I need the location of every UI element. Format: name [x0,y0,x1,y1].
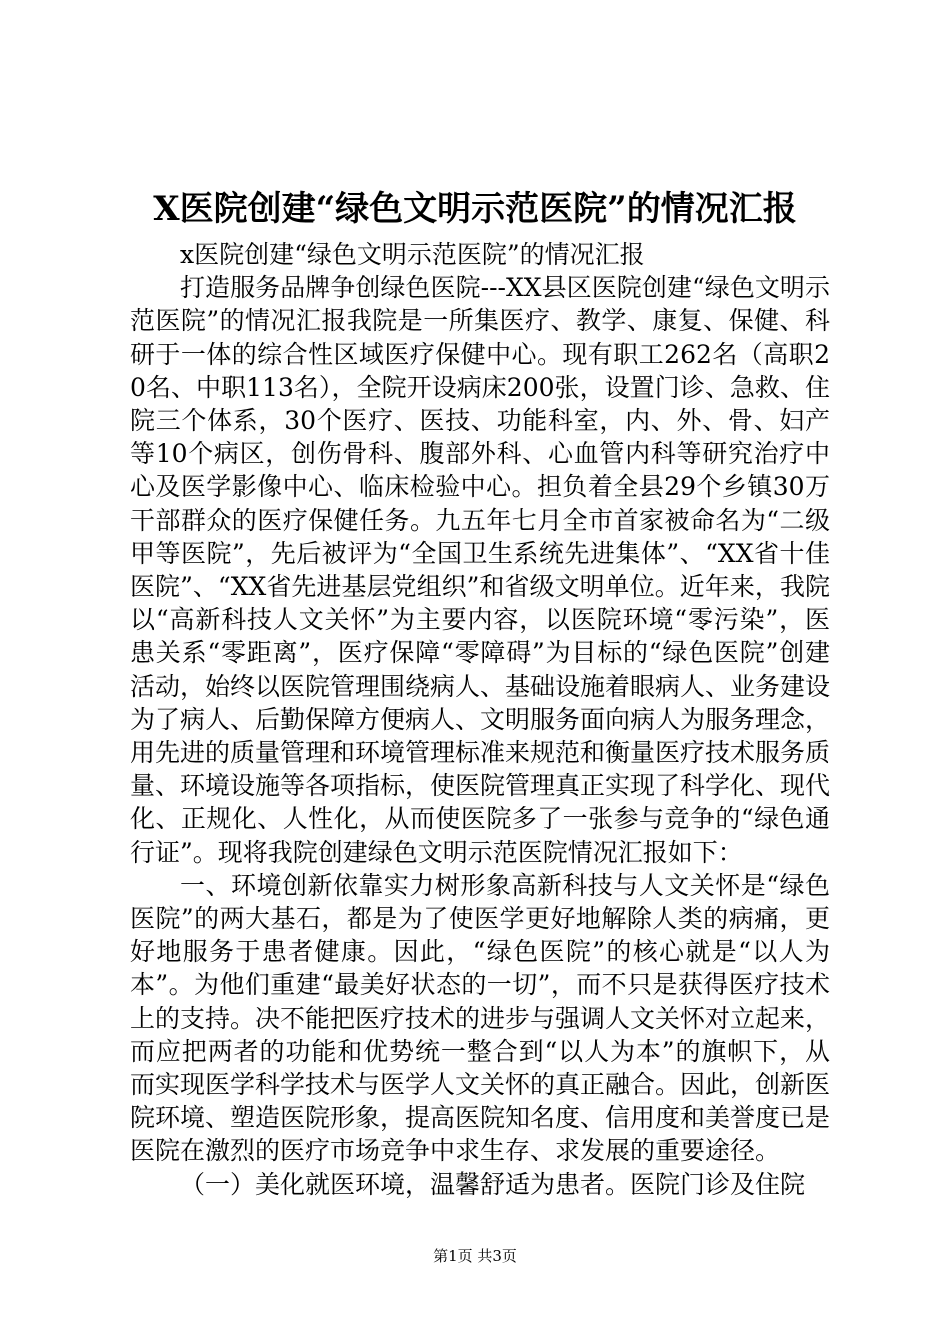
page-footer: 第1页 共3页 [433,1247,517,1265]
section-one-paragraph: 一、环境创新依靠实力树形象高新科技与人文关怀是“绿色医院”的两大基石，都是为了使医学更好地解除人类的病痛，更好地服务于患者健康。因此，“绿色医院”的核心就是“以人为本”。为他们重建“最美好状态的一切”，而不只是获得医疗技术上的支持。决不能把医疗技术的进步与强调人文关怀对立起来，而应把两者的功能和优势统一整合到“以人为本”的旗帜下，从而实现医学科学技术与医学人文关怀的真正融合。因此，创新医院环境、塑造医院形象，提高医院知名度、信用度和美誉度已是医院在激烈的医疗市场竞争中求生存、求发展的重要途径。 [130,870,831,1166]
intro-paragraph: 打造服务品牌争创绿色医院---XX县区医院创建“绿色文明示范医院”的情况汇报我院是一所集医疗、教学、康复、保健、科研于一体的综合性区域医疗保健中心。现有职工262名（高职20名、中职113名），全院开设病床200张，设置门诊、急救、住院三个体系，30个医疗、医技、功能科室，内、外、骨、妇产等10个病区，创伤骨科、腹部外科、心血管内科等研究治疗中心及医学影像中心、临床检验中心。担负着全县29个乡镇30万干部群众的医疗保健任务。九五年七月全市首家被命名为“二级甲等医院”，先后被评为“全国卫生系统先进集体”、“XX省十佳医院”、“XX省先进基层党组织”和省级文明单位。近年来，我院以“高新科技人文关怀”为主要内容，以医院环境“零污染”，医患关系“零距离”，医疗保障“零障碍”为目标的“绿色医院”创建活动，始终以医院管理围绕病人、基础设施着眼病人、业务建设为了病人、后勤保障方便病人、文明服务面向病人为服务理念，用先进的质量管理和环境管理标准来规范和衡量医疗技术服务质量、环境设施等各项指标，使医院管理真正实现了科学化、现代化、正规化、人性化，从而使医院多了一张参与竞争的“绿色通行证”。现将我院创建绿色文明示范医院情况汇报如下： [130,273,831,867]
subtitle-paragraph: x医院创建“绿色文明示范医院”的情况汇报 [180,240,645,269]
subsection-paragraph: （一）美化就医环境，温馨舒适为患者。医院门诊及住院 [180,1169,806,1199]
document-title: X医院创建“绿色文明示范医院”的情况汇报 [153,189,797,229]
document-body [130,238,830,1201]
